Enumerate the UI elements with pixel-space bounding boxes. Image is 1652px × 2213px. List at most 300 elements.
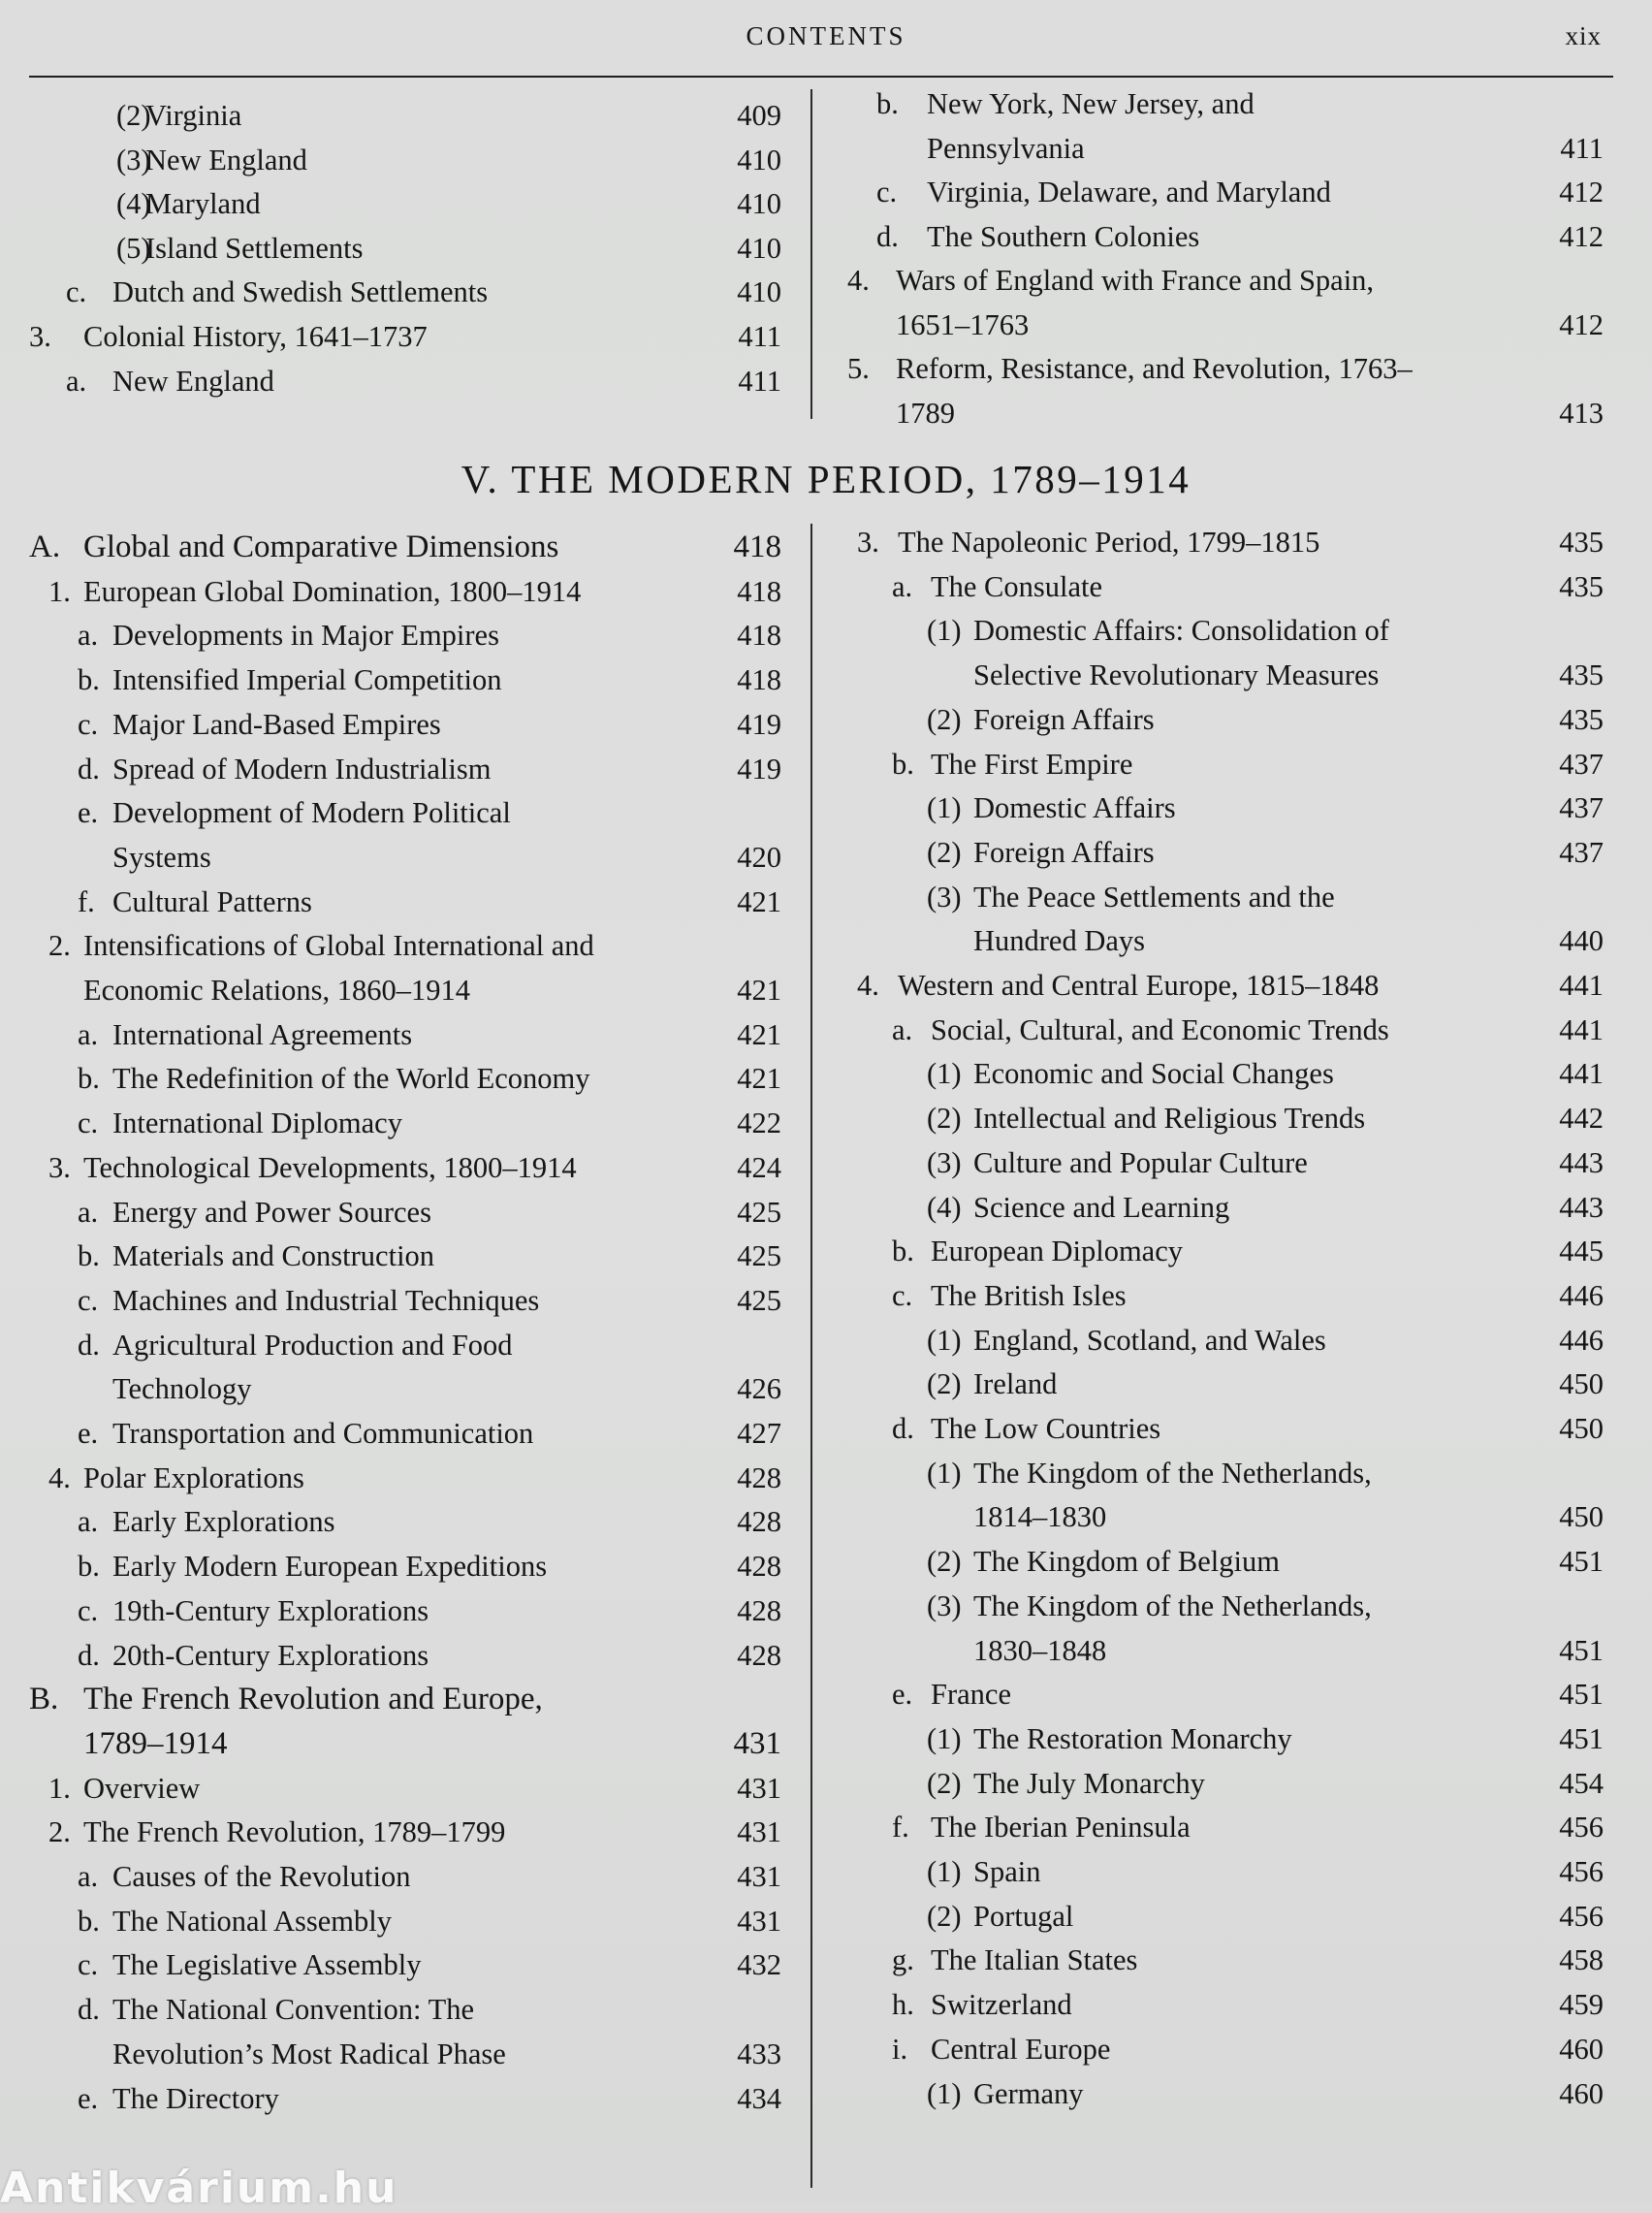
toc-entry-page-number: 424 bbox=[737, 1150, 781, 1184]
toc-entry bbox=[29, 569, 781, 614]
toc-entry-page-number: 440 bbox=[1559, 924, 1604, 958]
toc-entry-title: The Napoleonic Period, 1799–1815 bbox=[898, 526, 1320, 559]
toc-entry bbox=[847, 1539, 1604, 1584]
toc-entry-label: d. bbox=[78, 752, 100, 786]
toc-entry-page-number: 413 bbox=[1559, 396, 1604, 430]
running-title: CONTENTS bbox=[746, 21, 906, 50]
toc-entry-title: The Kingdom of Belgium bbox=[973, 1545, 1280, 1579]
toc-entry-page-number: 445 bbox=[1559, 1235, 1604, 1268]
toc-entry-page-number: 425 bbox=[737, 1239, 781, 1273]
toc-entry-title: Selective Revolutionary Measures bbox=[973, 658, 1380, 692]
toc-entry bbox=[29, 1766, 781, 1811]
toc-entry-label: 3. bbox=[48, 1150, 71, 1184]
toc-entry-page-number: 441 bbox=[1559, 1012, 1604, 1046]
toc-entry bbox=[29, 2032, 781, 2076]
toc-entry-title: Economic and Social Changes bbox=[973, 1057, 1334, 1091]
toc-entry-label: b. bbox=[78, 1904, 100, 1938]
toc-entry-page-number: 428 bbox=[737, 1593, 781, 1627]
toc-entry-page-number: 435 bbox=[1559, 569, 1604, 603]
toc-entry-page-number: 460 bbox=[1559, 2032, 1604, 2066]
toc-entry bbox=[847, 1628, 1604, 1673]
toc-entry bbox=[29, 1278, 781, 1323]
toc-entry-page-number: 450 bbox=[1559, 1412, 1604, 1445]
toc-entry bbox=[847, 1938, 1604, 1982]
toc-entry-label: (2) bbox=[927, 1102, 962, 1136]
toc-entry-title: International Agreements bbox=[112, 1017, 413, 1051]
toc-entry bbox=[847, 1140, 1604, 1185]
toc-entry bbox=[847, 1008, 1604, 1052]
toc-entry-label: e. bbox=[892, 1678, 913, 1712]
toc-entry-page-number: 410 bbox=[737, 143, 781, 176]
toc-entry-label: b. bbox=[876, 87, 899, 120]
toc-entry-page-number: 437 bbox=[1559, 747, 1604, 781]
toc-entry bbox=[847, 1185, 1604, 1230]
toc-entry bbox=[847, 1318, 1604, 1363]
toc-entry-page-number: 456 bbox=[1559, 1811, 1604, 1844]
toc-entry-page-number: 442 bbox=[1559, 1102, 1604, 1136]
toc-entry-label: (1) bbox=[927, 1057, 962, 1091]
toc-entry-label: 4. bbox=[857, 969, 879, 1002]
toc-entry-title: The Low Countries bbox=[931, 1412, 1161, 1445]
toc-entry-label: g. bbox=[892, 1943, 914, 1977]
toc-entry-label: a. bbox=[892, 1012, 913, 1046]
toc-entry-page-number: 443 bbox=[1559, 1190, 1604, 1224]
toc-entry bbox=[847, 2071, 1604, 2116]
toc-entry-title: 20th-Century Explorations bbox=[112, 1638, 429, 1672]
toc-entry bbox=[847, 1849, 1604, 1894]
toc-entry-title: Intensified Imperial Competition bbox=[112, 663, 502, 697]
toc-entry bbox=[847, 170, 1604, 214]
toc-entry bbox=[847, 303, 1604, 347]
toc-entry-page-number: 421 bbox=[737, 974, 781, 1007]
toc-entry-page-number: 422 bbox=[737, 1106, 781, 1140]
toc-entry bbox=[29, 1942, 781, 1987]
toc-entry-label: c. bbox=[892, 1278, 913, 1312]
toc-entry-title: The First Empire bbox=[931, 747, 1133, 781]
toc-entry-title: Culture and Popular Culture bbox=[973, 1145, 1308, 1179]
toc-entry-page-number: 456 bbox=[1559, 1899, 1604, 1933]
toc-entry bbox=[847, 1584, 1604, 1628]
toc-entry-label: a. bbox=[892, 569, 913, 603]
toc-entry-label: a. bbox=[66, 364, 87, 398]
toc-entry-title: Major Land-Based Empires bbox=[112, 707, 441, 741]
toc-entry bbox=[29, 1101, 781, 1145]
toc-entry-label: a. bbox=[78, 1860, 99, 1893]
toc-entry bbox=[29, 226, 781, 271]
toc-entry bbox=[29, 968, 781, 1012]
toc-entry bbox=[29, 657, 781, 702]
toc-entry-page-number: 454 bbox=[1559, 1766, 1604, 1800]
toc-entry-page-number: 431 bbox=[737, 1904, 781, 1938]
toc-entry bbox=[847, 1229, 1604, 1273]
toc-entry-title: Switzerland bbox=[931, 1988, 1072, 2022]
toc-entry-title: Agricultural Production and Food bbox=[112, 1328, 513, 1362]
toc-entry-page-number: 443 bbox=[1559, 1145, 1604, 1179]
toc-entry bbox=[29, 2076, 781, 2121]
toc-entry bbox=[29, 1234, 781, 1278]
toc-entry-label: A. bbox=[29, 529, 61, 564]
toc-entry-page-number: 441 bbox=[1559, 1057, 1604, 1091]
toc-entry bbox=[847, 1051, 1604, 1096]
column-divider-top bbox=[810, 89, 812, 419]
toc-entry-label: (2) bbox=[927, 1545, 962, 1579]
toc-entry-label: a. bbox=[78, 619, 99, 653]
toc-entry-title: The National Assembly bbox=[112, 1904, 393, 1938]
toc-entry bbox=[847, 81, 1604, 126]
toc-entry-page-number: 428 bbox=[737, 1550, 781, 1584]
toc-entry bbox=[847, 1982, 1604, 2027]
toc-entry-page-number: 431 bbox=[737, 1860, 781, 1893]
toc-entry bbox=[29, 1456, 781, 1500]
toc-entry-title: Intellectual and Religious Trends bbox=[973, 1102, 1366, 1136]
toc-entry bbox=[29, 181, 781, 226]
toc-entry-page-number: 435 bbox=[1559, 526, 1604, 559]
toc-entry-label: a. bbox=[78, 1505, 99, 1539]
toc-entry-page-number: 426 bbox=[737, 1372, 781, 1406]
toc-entry-title: Colonial History, 1641–1737 bbox=[83, 320, 428, 353]
toc-entry bbox=[29, 1588, 781, 1633]
toc-entry bbox=[29, 880, 781, 924]
toc-entry bbox=[29, 1810, 781, 1854]
toc-entry-page-number: 451 bbox=[1559, 1545, 1604, 1579]
toc-entry-page-number: 435 bbox=[1559, 658, 1604, 692]
toc-entry-page-number: 427 bbox=[737, 1417, 781, 1450]
toc-entry-label: d. bbox=[892, 1412, 914, 1445]
toc-entry-label: d. bbox=[78, 1638, 100, 1672]
toc-entry-label: (1) bbox=[927, 791, 962, 825]
toc-entry-page-number: 428 bbox=[737, 1638, 781, 1672]
toc-entry-page-number: 431 bbox=[737, 1815, 781, 1849]
toc-section-heading bbox=[29, 1721, 781, 1766]
toc-entry bbox=[847, 1672, 1604, 1716]
toc-entry-title: The French Revolution, 1789–1799 bbox=[83, 1815, 506, 1849]
toc-entry-title: Foreign Affairs bbox=[973, 702, 1155, 736]
toc-entry-label: f. bbox=[892, 1811, 909, 1844]
toc-entry-title: The Kingdom of the Netherlands, bbox=[973, 1456, 1372, 1490]
toc-entry-title: Technological Developments, 1800–1914 bbox=[83, 1150, 577, 1184]
toc-entry-label: e. bbox=[78, 2081, 99, 2115]
toc-entry-page-number: 418 bbox=[737, 663, 781, 697]
toc-entry-title: Economic Relations, 1860–1914 bbox=[83, 974, 470, 1007]
toc-entry-page-number: 411 bbox=[738, 364, 781, 398]
toc-entry-label: a. bbox=[78, 1195, 99, 1229]
toc-entry-title: Polar Explorations bbox=[83, 1460, 304, 1494]
toc-entry bbox=[847, 1406, 1604, 1451]
toc-entry-page-number: 410 bbox=[737, 187, 781, 221]
toc-entry-title: 1830–1848 bbox=[973, 1633, 1107, 1667]
toc-entry bbox=[29, 1012, 781, 1057]
toc-entry bbox=[847, 1716, 1604, 1761]
toc-entry-title: The French Revolution and Europe, bbox=[83, 1682, 543, 1717]
toc-entry-label: h. bbox=[892, 1988, 914, 2022]
toc-entry-title: New York, New Jersey, and bbox=[927, 87, 1255, 120]
toc-entry-title: Machines and Industrial Techniques bbox=[112, 1283, 540, 1317]
toc-entry bbox=[29, 1056, 781, 1101]
toc-entry-label: (4) bbox=[927, 1190, 962, 1224]
toc-entry-title: Portugal bbox=[973, 1899, 1074, 1933]
toc-entry-title: The Southern Colonies bbox=[927, 219, 1200, 253]
toc-entry-title: Dutch and Swedish Settlements bbox=[112, 275, 489, 309]
toc-entry-title: Virginia, Delaware, and Maryland bbox=[927, 176, 1331, 208]
toc-entry bbox=[29, 1899, 781, 1943]
toc-entry-page-number: 419 bbox=[737, 707, 781, 741]
toc-entry-page-number: 432 bbox=[737, 1948, 781, 1982]
toc-entry-label: (1) bbox=[927, 1456, 962, 1490]
toc-entry-label: c. bbox=[78, 1948, 99, 1982]
toc-entry-label: B. bbox=[29, 1682, 59, 1717]
toc-entry-page-number: 437 bbox=[1559, 835, 1604, 869]
toc-entry-title: France bbox=[931, 1678, 1011, 1712]
toc-entry bbox=[847, 2027, 1604, 2071]
toc-entry-title: The Restoration Monarchy bbox=[973, 1721, 1292, 1755]
toc-entry-label: b. bbox=[78, 1239, 100, 1273]
toc-entry bbox=[29, 1145, 781, 1190]
toc-entry-label: 1. bbox=[48, 1771, 71, 1805]
toc-entry-page-number: 431 bbox=[733, 1725, 781, 1761]
toc-entry-title: Spain bbox=[973, 1855, 1041, 1888]
toc-entry-title: European Diplomacy bbox=[931, 1235, 1184, 1268]
toc-entry bbox=[29, 923, 781, 968]
toc-entry-page-number: 428 bbox=[737, 1505, 781, 1539]
toc-entry bbox=[29, 1854, 781, 1899]
toc-entry-title: 19th-Century Explorations bbox=[112, 1593, 429, 1627]
toc-entry-page-number: 428 bbox=[737, 1460, 781, 1494]
toc-entry bbox=[29, 1544, 781, 1588]
toc-entry-page-number: 451 bbox=[1559, 1678, 1604, 1712]
toc-entry-title: Systems bbox=[112, 840, 211, 874]
toc-entry-label: (2) bbox=[927, 1766, 962, 1800]
toc-entry-title: The Kingdom of the Netherlands, bbox=[973, 1588, 1372, 1622]
toc-entry-label: i. bbox=[892, 2032, 908, 2066]
toc-entry bbox=[29, 314, 781, 359]
toc-entry bbox=[29, 702, 781, 747]
toc-entry-page-number: 460 bbox=[1559, 2076, 1604, 2110]
toc-entry-title: The Legislative Assembly bbox=[112, 1948, 422, 1982]
toc-entry-label: (2) bbox=[927, 1367, 962, 1401]
toc-entry bbox=[847, 1273, 1604, 1318]
toc-entry-label: d. bbox=[876, 219, 899, 253]
toc-entry-title: Causes of the Revolution bbox=[112, 1860, 411, 1893]
toc-entry bbox=[847, 875, 1604, 919]
toc-entry bbox=[29, 1633, 781, 1678]
toc-entry-label: 2. bbox=[48, 1815, 71, 1849]
toc-entry bbox=[847, 391, 1604, 435]
toc-entry-label: b. bbox=[892, 1235, 914, 1268]
toc-section-heading bbox=[29, 525, 781, 569]
toc-entry bbox=[29, 1366, 781, 1411]
toc-entry-label: (1) bbox=[927, 1855, 962, 1888]
toc-entry-label: 4. bbox=[847, 264, 870, 297]
toc-entry-label: b. bbox=[892, 747, 914, 781]
toc-entry-page-number: 431 bbox=[737, 1771, 781, 1805]
toc-entry-page-number: 421 bbox=[737, 884, 781, 918]
toc-section-heading bbox=[29, 1677, 781, 1721]
toc-entry-label: (2) bbox=[927, 835, 962, 869]
toc-entry-label: (2) bbox=[927, 702, 962, 736]
toc-entry bbox=[847, 346, 1604, 391]
toc-entry-label: (5) bbox=[116, 231, 151, 265]
toc-entry-page-number: 446 bbox=[1559, 1323, 1604, 1357]
toc-entry-title: Early Explorations bbox=[112, 1505, 335, 1539]
toc-entry bbox=[29, 1190, 781, 1235]
toc-entry-page-number: 410 bbox=[737, 231, 781, 265]
toc-entry-label: (3) bbox=[927, 1145, 962, 1179]
toc-entry-title: 1814–1830 bbox=[973, 1500, 1107, 1534]
toc-entry-title: Cultural Patterns bbox=[112, 884, 312, 918]
toc-entry bbox=[29, 835, 781, 880]
toc-entry bbox=[847, 214, 1604, 259]
toc-entry-title: Spread of Modern Industrialism bbox=[112, 752, 492, 786]
toc-entry-label: 4. bbox=[48, 1460, 71, 1494]
toc-entry bbox=[29, 1323, 781, 1367]
toc-entry-title: The Iberian Peninsula bbox=[931, 1811, 1191, 1844]
toc-entry-page-number: 437 bbox=[1559, 791, 1604, 825]
toc-entry-label: c. bbox=[78, 1283, 99, 1317]
toc-entry-title: Wars of England with France and Spain, bbox=[896, 264, 1375, 297]
toc-entry-page-number: 451 bbox=[1559, 1721, 1604, 1755]
toc-entry-page-number: 451 bbox=[1559, 1633, 1604, 1667]
toc-entry-page-number: 409 bbox=[737, 99, 781, 132]
toc-entry-label: 2. bbox=[48, 929, 71, 963]
toc-entry-title: Technology bbox=[112, 1372, 252, 1406]
toc-entry-title: Developments in Major Empires bbox=[112, 619, 499, 653]
toc-entry-page-number: 418 bbox=[737, 574, 781, 608]
toc-entry-label: d. bbox=[78, 1993, 100, 2027]
toc-entry-page-number: 434 bbox=[737, 2081, 781, 2115]
toc-entry bbox=[847, 918, 1604, 963]
toc-entry-page-number: 411 bbox=[1560, 131, 1604, 165]
toc-entry-page-number: 446 bbox=[1559, 1278, 1604, 1312]
toc-entry-title: European Global Domination, 1800–1914 bbox=[83, 574, 582, 608]
column-divider-main bbox=[810, 524, 812, 2188]
toc-entry-page-number: 419 bbox=[737, 752, 781, 786]
toc-entry-label: d. bbox=[78, 1328, 100, 1362]
toc-entry-title: The Italian States bbox=[931, 1943, 1138, 1977]
toc-entry-page-number: 450 bbox=[1559, 1500, 1604, 1534]
toc-entry-page-number: 456 bbox=[1559, 1855, 1604, 1888]
toc-entry-title: The Directory bbox=[112, 2081, 279, 2115]
toc-entry bbox=[29, 270, 781, 314]
toc-entry bbox=[847, 258, 1604, 303]
toc-entry-title: Domestic Affairs bbox=[973, 791, 1176, 825]
toc-entry-title: Ireland bbox=[973, 1367, 1058, 1401]
toc-entry-title: Reform, Resistance, and Revolution, 1763– bbox=[896, 352, 1413, 385]
toc-entry-title: Island Settlements bbox=[145, 231, 364, 265]
toc-entry bbox=[847, 1761, 1604, 1806]
toc-entry-label: (2) bbox=[927, 1899, 962, 1933]
toc-entry-title: New England bbox=[145, 143, 307, 176]
toc-entry-label: b. bbox=[78, 1550, 100, 1584]
toc-entry-label: 3. bbox=[29, 320, 51, 353]
toc-entry bbox=[847, 1451, 1604, 1495]
toc-entry bbox=[847, 1805, 1604, 1849]
watermark: Antikvárium.hu bbox=[0, 2164, 398, 2213]
toc-entry bbox=[847, 1894, 1604, 1939]
toc-entry bbox=[847, 608, 1604, 653]
toc-entry bbox=[847, 963, 1604, 1008]
part-title: V. THE MODERN PERIOD, 1789–1914 bbox=[461, 457, 1191, 501]
toc-entry bbox=[847, 653, 1604, 697]
toc-entry-title: Early Modern European Expeditions bbox=[112, 1550, 548, 1584]
toc-entry bbox=[847, 786, 1604, 830]
toc-entry-label: 5. bbox=[847, 352, 870, 385]
toc-entry-title: 1789 bbox=[896, 396, 955, 430]
toc-entry-title: The July Monarchy bbox=[973, 1766, 1205, 1800]
toc-entry bbox=[29, 93, 781, 138]
toc-entry-title: The Consulate bbox=[931, 569, 1103, 603]
toc-entry-label: c. bbox=[78, 1106, 99, 1140]
toc-entry-page-number: 435 bbox=[1559, 702, 1604, 736]
toc-entry-page-number: 425 bbox=[737, 1283, 781, 1317]
toc-entry-title: Germany bbox=[973, 2076, 1084, 2110]
toc-entry bbox=[29, 1411, 781, 1456]
toc-entry bbox=[29, 138, 781, 182]
toc-entry-page-number: 459 bbox=[1559, 1988, 1604, 2022]
toc-entry-title: Intensifications of Global International and bbox=[83, 929, 594, 963]
toc-entry bbox=[847, 520, 1604, 564]
toc-entry-title: New England bbox=[112, 364, 274, 398]
toc-entry-label: (1) bbox=[927, 1721, 962, 1755]
toc-entry-title: Energy and Power Sources bbox=[112, 1195, 431, 1229]
header-rule bbox=[29, 76, 1613, 78]
toc-entry-title: Global and Comparative Dimensions bbox=[83, 529, 559, 564]
toc-entry-title: The Redefinition of the World Economy bbox=[112, 1062, 590, 1096]
toc-entry-page-number: 425 bbox=[737, 1195, 781, 1229]
toc-entry-title: 1651–1763 bbox=[896, 307, 1030, 341]
toc-entry-title: The National Convention: The bbox=[112, 1993, 474, 2027]
toc-entry-title: Development of Modern Political bbox=[112, 796, 511, 830]
toc-entry-label: c. bbox=[876, 176, 898, 208]
toc-entry bbox=[847, 697, 1604, 742]
toc-entry-label: (1) bbox=[927, 1323, 962, 1357]
toc-entry bbox=[29, 1499, 781, 1544]
toc-entry-title: Pennsylvania bbox=[927, 131, 1085, 165]
toc-entry bbox=[29, 790, 781, 835]
toc-entry-page-number: 412 bbox=[1559, 219, 1604, 253]
toc-entry-label: (4) bbox=[116, 187, 151, 221]
toc-entry-title: Science and Learning bbox=[973, 1190, 1230, 1224]
toc-entry bbox=[847, 830, 1604, 875]
toc-entry bbox=[847, 564, 1604, 609]
toc-entry-label: e. bbox=[78, 796, 99, 830]
toc-entry-label: c. bbox=[78, 707, 99, 741]
toc-entry-label: f. bbox=[78, 884, 95, 918]
toc-entry bbox=[29, 747, 781, 791]
toc-entry-label: c. bbox=[66, 275, 87, 309]
toc-entry-label: 3. bbox=[857, 526, 879, 559]
page-number: xix bbox=[1565, 21, 1602, 50]
toc-entry-page-number: 421 bbox=[737, 1062, 781, 1096]
toc-entry-page-number: 420 bbox=[737, 840, 781, 874]
toc-entry-title: Virginia bbox=[145, 99, 242, 132]
toc-entry-title: Foreign Affairs bbox=[973, 835, 1155, 869]
toc-entry-title: Transportation and Communication bbox=[112, 1417, 534, 1450]
toc-entry bbox=[847, 1362, 1604, 1406]
toc-entry-label: (1) bbox=[927, 614, 962, 648]
toc-entry-page-number: 418 bbox=[733, 529, 781, 564]
toc-entry-page-number: 410 bbox=[737, 275, 781, 309]
toc-entry-label: b. bbox=[78, 663, 100, 697]
toc-entry-title: Materials and Construction bbox=[112, 1239, 435, 1273]
toc-entry-label: (3) bbox=[116, 143, 151, 176]
toc-entry-label: (3) bbox=[927, 880, 962, 914]
toc-entry-label: a. bbox=[78, 1017, 99, 1051]
toc-entry-label: (1) bbox=[927, 2076, 962, 2110]
toc-entry-title: The British Isles bbox=[931, 1278, 1127, 1312]
toc-entry bbox=[29, 613, 781, 657]
toc-entry-label: e. bbox=[78, 1417, 99, 1450]
toc-entry-page-number: 458 bbox=[1559, 1943, 1604, 1977]
